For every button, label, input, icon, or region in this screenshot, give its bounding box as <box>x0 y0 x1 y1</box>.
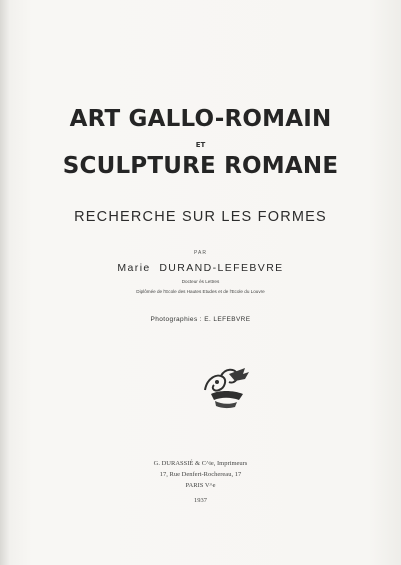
author-name <box>0 262 401 274</box>
subtitle: RECHERCHE SUR LES FORMES <box>74 209 327 225</box>
title-conjunction: ET <box>195 141 206 149</box>
publisher-address: 17, Rue Denfert-Rochereau, 17 <box>159 471 242 478</box>
author-last-name: DURAND-LEFEBVRE <box>159 262 284 274</box>
photographs-credit: Photographies : E. LEFEBVRE <box>150 316 251 323</box>
title-line-1: ART GALLO-ROMAIN <box>69 106 332 132</box>
publisher-name: G. DURASSIÉ & C^ie, Imprimeurs <box>153 460 248 467</box>
title-line-2: SCULPTURE ROMANE <box>62 153 339 179</box>
publication-year: 1937 <box>194 497 207 504</box>
printer-mark-siren-icon <box>199 364 257 410</box>
by-label: PAR <box>194 250 207 256</box>
author-first-name: Marie <box>117 262 151 274</box>
publisher-city: PARIS V^e <box>185 482 216 489</box>
author-credential-2: Diplômée de l'Ecole des Hautes Etudes et de l'Ecole du Louvre <box>136 289 265 294</box>
author-credential-1: Docteur ès Lettres <box>181 279 220 284</box>
